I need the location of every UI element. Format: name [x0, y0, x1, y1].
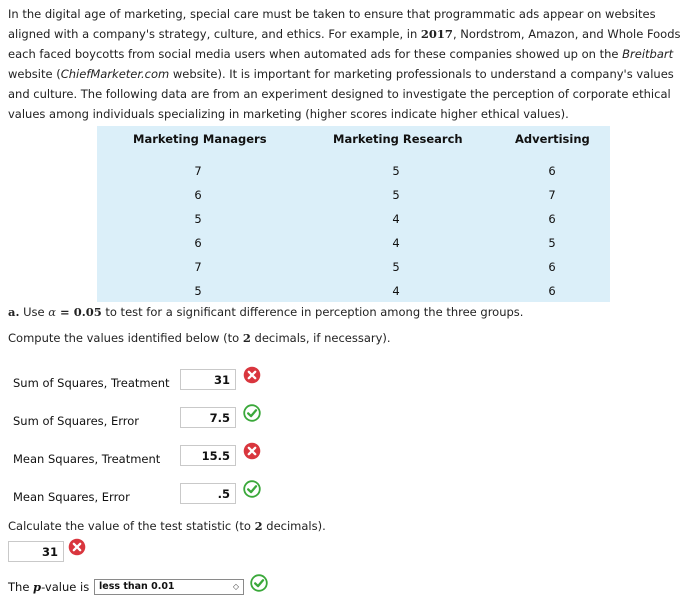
problem-intro: In the digital age of marketing, special care must be taken to ensure that programmatic ads appear on websites aligned with a company's strategy, culture, and ethics. For example, in 2017, Nordstrom, Amazon, and Whole Foods each faced boycotts from social media users when automated ads for these companies showed up on the Breitbart website (ChiefMarketer.com website). It is important for marketing professionals to understand a company's values and culture. The following data are from an experiment designed to investigate the perception of corporate ethical values among individuals specializing in marketing (higher scores indicate higher ethical values). — [8, 7, 681, 121]
x-circle-icon — [243, 366, 261, 384]
table-cell: 7 — [548, 188, 556, 202]
x-circle-icon — [243, 442, 261, 460]
label-ss-treatment: Sum of Squares, Treatment — [13, 376, 170, 390]
question-part-a: a. Use α = 0.05 to test for a significant difference in perception among the three groups. — [8, 305, 524, 319]
ss-error-input[interactable]: 7.5 — [180, 407, 236, 428]
table-cell: 6 — [548, 284, 556, 298]
test-statistic-prompt: Calculate the value of the test statistic (to 2 decimals). — [8, 519, 326, 533]
table-cell: 5 — [392, 164, 400, 178]
table-cell: 4 — [392, 284, 400, 298]
ss-treatment-input[interactable]: 31 — [180, 369, 236, 390]
table-cell: 7 — [194, 164, 202, 178]
table-cell: 6 — [548, 212, 556, 226]
label-ss-error: Sum of Squares, Error — [13, 414, 140, 428]
table-cell: 4 — [392, 236, 400, 250]
table-cell: 5 — [392, 188, 400, 202]
header-marketing-research: Marketing Research — [333, 132, 463, 146]
ms-treatment-input[interactable]: 15.5 — [180, 445, 236, 466]
table-cell: 6 — [194, 188, 202, 202]
header-advertising: Advertising — [515, 132, 590, 146]
table-cell: 4 — [392, 212, 400, 226]
select-arrows-icon: ◇ — [232, 582, 239, 591]
table-cell: 6 — [548, 260, 556, 274]
table-cell: 5 — [194, 212, 202, 226]
label-ms-error: Mean Squares, Error — [13, 490, 130, 504]
table-cell: 6 — [548, 164, 556, 178]
table-cell: 5 — [392, 260, 400, 274]
table-cell: 7 — [194, 260, 202, 274]
data-table — [97, 126, 610, 302]
compute-instruction: Compute the values identified below (to 2 decimals, if necessary). — [8, 331, 391, 345]
table-cell: 6 — [194, 236, 202, 250]
check-circle-icon — [250, 574, 268, 592]
table-cell: 5 — [548, 236, 556, 250]
check-circle-icon — [243, 480, 261, 498]
p-value-selected: less than 0.01 — [99, 581, 175, 592]
x-circle-icon — [68, 538, 86, 556]
test-statistic-input[interactable]: 31 — [8, 541, 64, 562]
label-ms-treatment: Mean Squares, Treatment — [13, 452, 161, 466]
header-marketing-managers: Marketing Managers — [133, 132, 267, 146]
p-value-label: The p-value is — [8, 580, 90, 594]
table-cell: 5 — [194, 284, 202, 298]
ms-error-input[interactable]: .5 — [180, 483, 236, 504]
check-circle-icon — [243, 404, 261, 422]
p-value-select[interactable] — [94, 579, 244, 595]
